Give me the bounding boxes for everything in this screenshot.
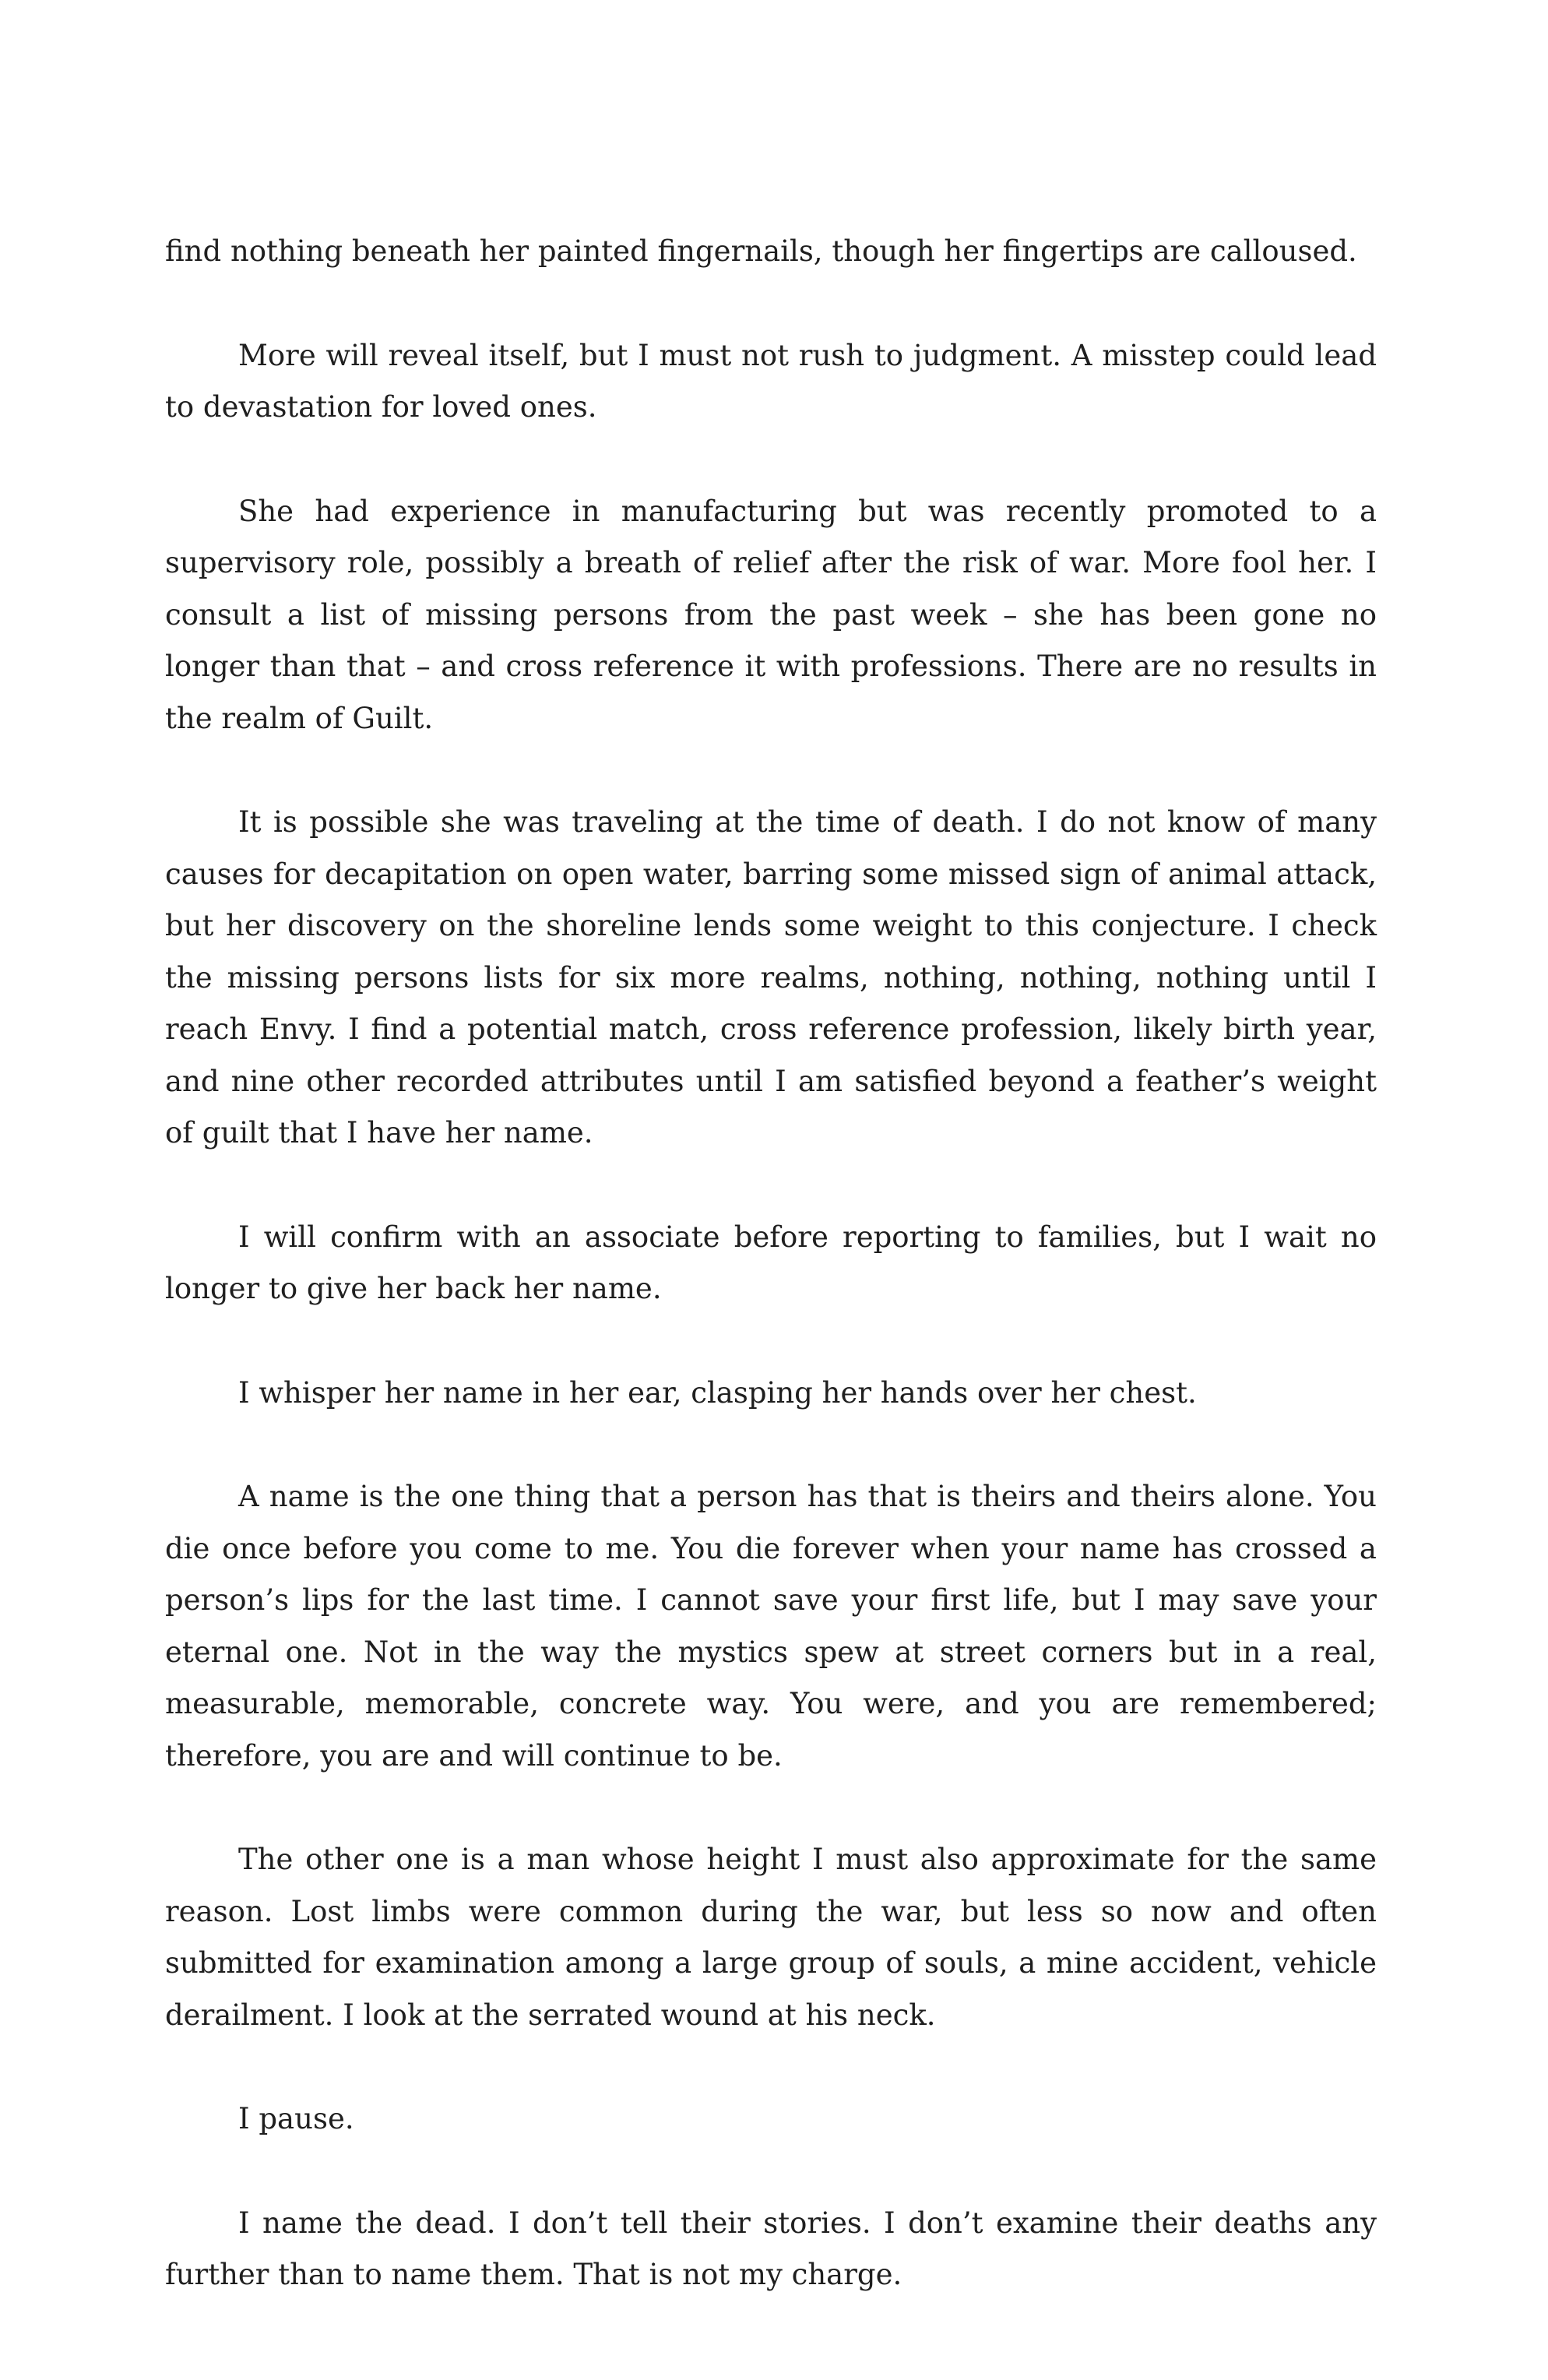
paragraph-5: I will confirm with an associate before reporting to families, but I wait no longer to give her back her name. — [165, 1220, 1377, 1305]
paragraph-8: The other one is a man whose height I must also approximate for the same reason. Lost limbs were common during the war, but less so now and often submitted for examination among a large group of souls, a mine accident, vehicle derailment. I look at the serrated wound at his neck. — [165, 1843, 1377, 2032]
paragraph-4: It is possible she was traveling at the time of death. I do not know of many causes for decapitation on open water, barring some missed sign of animal attack, but her discovery on the shoreline lends some weight to this conjecture. I check the missing persons lists for six more realms, nothing, nothing, nothing until I reach Envy. I find a potential match, cross reference profession, likely birth year, and nine other recorded attributes until I am satisfied beyond a feather’s weight of guilt that I have her name. — [165, 805, 1377, 1150]
paragraph-9: I pause. — [238, 2102, 354, 2135]
page-body — [165, 226, 1377, 2301]
paragraph-1: find nothing beneath her painted fingernails, though her fingertips are calloused. — [165, 234, 1357, 268]
paragraph-10: I name the dead. I don’t tell their stories. I don’t examine their deaths any further than to name them. That is not my charge. — [165, 2206, 1377, 2291]
paragraph-7: A name is the one thing that a person has that is theirs and theirs alone. You die once before you come to me. You die forever when your name has crossed a person’s lips for the last time. I cannot save your first life, but I may save your eternal one. Not in the way the mystics spew at street corners but in a real, measurable, memorable, concrete way. You were, and you are remembered; therefore, you are and will continue to be. — [165, 1480, 1377, 1773]
paragraph-2: More will reveal itself, but I must not rush to judgment. A misstep could lead to devastation for loved ones. — [165, 338, 1377, 424]
paragraph-6: I whisper her name in her ear, clasping her hands over her chest. — [238, 1375, 1197, 1410]
paragraph-3: She had experience in manufacturing but was recently promoted to a supervisory role, possibly a breath of relief after the risk of war. More fool her. I consult a list of missing persons from the past week – she has been gone no longer than that – and cross reference it with professions. There are no results in the realm of Guilt. — [165, 494, 1377, 735]
